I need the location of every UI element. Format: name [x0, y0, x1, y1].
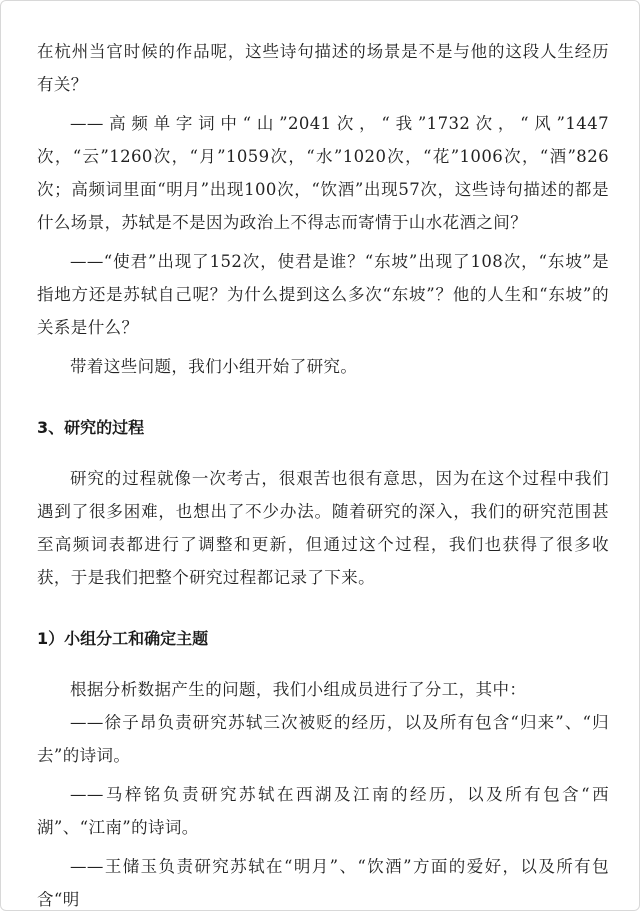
- paragraph-division-intro: 根据分析数据产生的问题，我们小组成员进行了分工，其中：: [70, 680, 527, 699]
- paragraph-high-frequency-words: ——高频单字词中“山”2041次，“我”1732次，“风”1447次，“云”1260次，“月”1059次，“水”1020次，“花”1006次，“酒”826次；高频词里面“明月”出现100次，“饮酒”出现57次，这些诗句描述的都是什么场景，苏轼是不是因为政治上不得志而寄情于山水花酒之间？: [37, 114, 609, 232]
- paragraph-member-xu: ——徐子昂负责研究苏轼三次被贬的经历，以及所有包含“归来”、“归去”的诗词。: [37, 713, 609, 765]
- document-body: [37, 35, 609, 916]
- section-heading-research-process: 3、研究的过程: [37, 418, 145, 437]
- paragraph-hangzhou-question: 在杭州当官时候的作品呢，这些诗句描述的场景是不是与他的这段人生经历有关？: [37, 42, 609, 94]
- subsection-heading-division-of-work: 1）小组分工和确定主题: [37, 629, 209, 648]
- paragraph-member-ma: ——马梓铭负责研究苏轼在西湖及江南的经历，以及所有包含“西湖”、“江南”的诗词。: [37, 785, 609, 837]
- paragraph-member-wang: ——王储玉负责研究苏轼在“明月”、“饮酒”方面的爱好，以及所有包含“明: [37, 857, 609, 909]
- paragraph-shijun-dongpo: ——“使君”出现了152次，使君是谁？“东坡”出现了108次，“东坡”是指地方还是苏轼自己呢？为什么提到这么多次“东坡”？他的人生和“东坡”的关系是什么？: [37, 252, 609, 337]
- paragraph-research-like-archaeology: 研究的过程就像一次考古，很艰苦也很有意思，因为在这个过程中我们遇到了很多困难，也想出了不少办法。随着研究的深入，我们的研究范围甚至高频词表都进行了调整和更新，但通过这个过程，我们也获得了很多收获，于是我们把整个研究过程都记录了下来。: [37, 469, 609, 587]
- paragraph-start-research: 带着这些问题，我们小组开始了研究。: [70, 357, 358, 376]
